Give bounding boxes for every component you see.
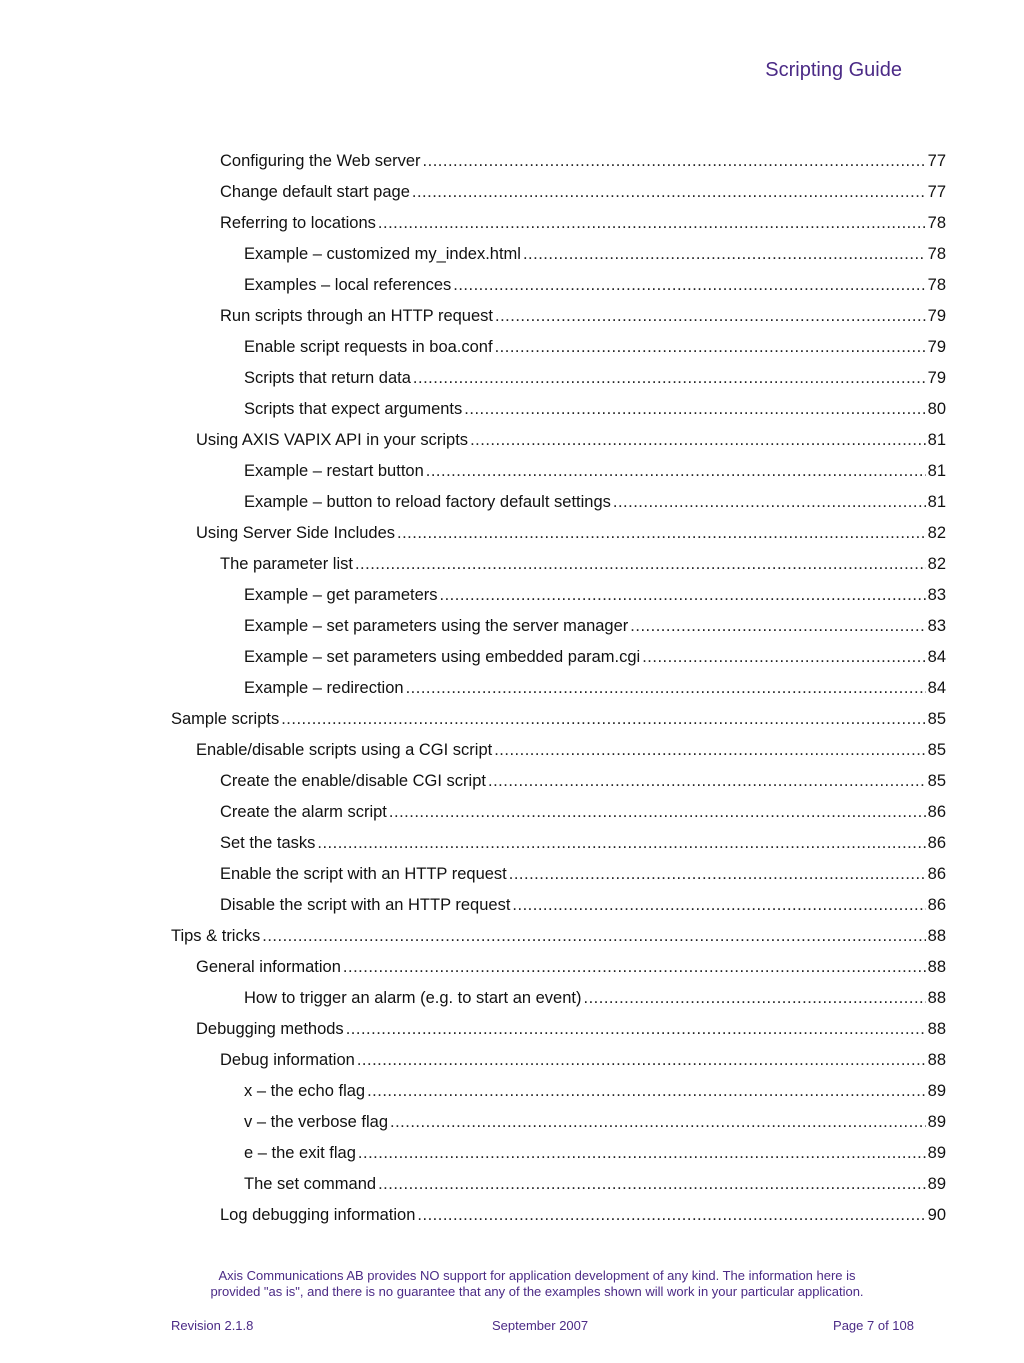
- toc-entry-page: 86: [927, 896, 946, 914]
- toc-entry-page: 82: [927, 524, 946, 542]
- toc-entry-title: Enable the script with an HTTP request: [220, 865, 507, 883]
- footer-date: September 2007: [492, 1318, 589, 1333]
- toc-entry[interactable]: [220, 772, 946, 803]
- toc-entry[interactable]: [220, 183, 946, 214]
- toc-entry-page: 79: [927, 307, 946, 325]
- toc-leader-dots: [440, 586, 926, 605]
- toc-entry[interactable]: [244, 245, 946, 276]
- toc-entry-page: 84: [927, 648, 946, 666]
- toc-leader-dots: [470, 431, 926, 450]
- toc-entry-title: Create the alarm script: [220, 803, 387, 821]
- toc-entry[interactable]: [244, 617, 946, 648]
- toc-entry-page: 86: [927, 834, 946, 852]
- toc-entry[interactable]: [244, 679, 946, 710]
- toc-leader-dots: [584, 989, 926, 1008]
- toc-entry-title: e – the exit flag: [244, 1144, 356, 1162]
- toc-leader-dots: [495, 338, 926, 357]
- footer-disclaimer-line-2: provided "as is", and there is no guarantee that any of the examples shown will work in your particular application.: [210, 1284, 864, 1299]
- toc-entry-page: 88: [927, 927, 946, 945]
- toc-entry-title: Referring to locations: [220, 214, 376, 232]
- toc-leader-dots: [262, 927, 925, 946]
- toc-entry[interactable]: [220, 307, 946, 338]
- toc-entry-title: The set command: [244, 1175, 377, 1193]
- toc-entry-page: 88: [927, 1020, 946, 1038]
- toc-entry-title: v – the verbose flag: [244, 1113, 389, 1131]
- toc-entry-page: 84: [927, 679, 946, 697]
- toc-entry[interactable]: [171, 927, 946, 958]
- page-header-title: Scripting Guide: [765, 59, 902, 81]
- toc-entry-title: Example – set parameters using embedded param.cgi: [244, 648, 641, 666]
- toc-entry-title: Scripts that expect arguments: [244, 400, 463, 418]
- toc-leader-dots: [281, 710, 925, 729]
- toc-entry-page: 88: [927, 989, 946, 1007]
- toc-leader-dots: [413, 369, 926, 388]
- toc-entry-page: 78: [927, 214, 946, 232]
- toc-entry[interactable]: [244, 1082, 946, 1113]
- toc-entry[interactable]: [220, 152, 946, 183]
- toc-entry-page: 88: [927, 958, 946, 976]
- toc-leader-dots: [630, 617, 925, 636]
- toc-entry[interactable]: [196, 741, 946, 772]
- toc-entry-page: 80: [927, 400, 946, 418]
- toc-entry-title: Debugging methods: [196, 1020, 344, 1038]
- toc-entry-page: 83: [927, 617, 946, 635]
- toc-entry[interactable]: [244, 276, 946, 307]
- toc-entry-page: 79: [927, 369, 946, 387]
- toc-entry-page: 78: [927, 245, 946, 263]
- toc-leader-dots: [397, 524, 926, 543]
- toc-leader-dots: [355, 555, 926, 574]
- toc-entry-page: 83: [927, 586, 946, 604]
- toc-entry-page: 81: [927, 462, 946, 480]
- toc-leader-dots: [453, 276, 925, 295]
- toc-entry-page: 77: [927, 152, 946, 170]
- toc-leader-dots: [509, 865, 926, 884]
- toc-leader-dots: [426, 462, 926, 481]
- toc-entry-title: Example – get parameters: [244, 586, 438, 604]
- toc-leader-dots: [417, 1206, 925, 1225]
- toc-entry-page: 85: [927, 772, 946, 790]
- toc-entry[interactable]: [196, 1020, 946, 1051]
- toc-entry[interactable]: [244, 586, 946, 617]
- toc-leader-dots: [357, 1051, 926, 1070]
- footer-disclaimer-line-1: Axis Communications AB provides NO support for application development of any kind. The information here is: [218, 1268, 856, 1283]
- toc-entry-title: Example – set parameters using the server manager: [244, 617, 629, 635]
- toc-entry-title: Set the tasks: [220, 834, 316, 852]
- toc-leader-dots: [523, 245, 926, 264]
- toc-entry-title: Example – customized my_index.html: [244, 245, 521, 263]
- toc-leader-dots: [613, 493, 926, 512]
- toc-entry-title: Change default start page: [220, 183, 410, 201]
- toc-entry-page: 78: [927, 276, 946, 294]
- toc-entry-page: 89: [927, 1113, 946, 1131]
- toc-entry[interactable]: [196, 431, 946, 462]
- toc-entry[interactable]: [196, 524, 946, 555]
- toc-leader-dots: [464, 400, 925, 419]
- footer-disclaimer: [150, 1268, 924, 1300]
- toc-entry-title: General information: [196, 958, 341, 976]
- toc-leader-dots: [343, 958, 926, 977]
- toc-entry-page: 77: [927, 183, 946, 201]
- toc-entry[interactable]: [220, 834, 946, 865]
- toc-entry-page: 81: [927, 431, 946, 449]
- toc-entry[interactable]: [220, 865, 946, 896]
- toc-leader-dots: [488, 772, 926, 791]
- toc-entry-page: 89: [927, 1144, 946, 1162]
- toc-entry-title: Log debugging information: [220, 1206, 416, 1224]
- toc-entry-page: 86: [927, 803, 946, 821]
- toc-entry[interactable]: [220, 803, 946, 834]
- toc-entry[interactable]: [171, 710, 946, 741]
- toc-entry-page: 89: [927, 1082, 946, 1100]
- toc-entry[interactable]: [220, 555, 946, 586]
- toc-entry-title: Run scripts through an HTTP request: [220, 307, 493, 325]
- toc-entry[interactable]: [244, 338, 946, 369]
- toc-entry-title: Enable/disable scripts using a CGI script: [196, 741, 493, 759]
- toc-entry-title: Example – redirection: [244, 679, 404, 697]
- toc-entry[interactable]: [196, 958, 946, 989]
- footer-page-number: Page 7 of 108: [833, 1318, 914, 1333]
- toc-leader-dots: [495, 307, 926, 326]
- toc-entry-page: 89: [927, 1175, 946, 1193]
- toc-entry-page: 82: [927, 555, 946, 573]
- toc-leader-dots: [346, 1020, 926, 1039]
- toc-entry-page: 85: [927, 741, 946, 759]
- toc-entry-page: 90: [927, 1206, 946, 1224]
- toc-entry[interactable]: [220, 1206, 946, 1237]
- toc-entry-title: Disable the script with an HTTP request: [220, 896, 511, 914]
- toc-entry-title: Example – button to reload factory default settings: [244, 493, 611, 511]
- toc-entry[interactable]: [244, 493, 946, 524]
- toc-entry[interactable]: [220, 214, 946, 245]
- toc-entry[interactable]: [244, 400, 946, 431]
- toc-entry[interactable]: [244, 462, 946, 493]
- toc-leader-dots: [512, 896, 925, 915]
- toc-entry[interactable]: [244, 648, 946, 679]
- toc-entry-page: 88: [927, 1051, 946, 1069]
- toc-entry-title: Create the enable/disable CGI script: [220, 772, 486, 790]
- toc-entry-title: Using Server Side Includes: [196, 524, 396, 542]
- toc-leader-dots: [412, 183, 926, 202]
- toc-leader-dots: [317, 834, 925, 853]
- toc-leader-dots: [406, 679, 926, 698]
- toc-leader-dots: [367, 1082, 926, 1101]
- toc-leader-dots: [494, 741, 925, 760]
- toc-entry-title: How to trigger an alarm (e.g. to start an event): [244, 989, 582, 1007]
- toc-entry-title: The parameter list: [220, 555, 353, 573]
- toc-entry[interactable]: [244, 1175, 946, 1206]
- toc-entry[interactable]: [220, 896, 946, 927]
- toc-leader-dots: [389, 803, 926, 822]
- toc-entry-title: Using AXIS VAPIX API in your scripts: [196, 431, 469, 449]
- toc-leader-dots: [642, 648, 925, 667]
- toc-entry-title: Example – restart button: [244, 462, 424, 480]
- toc-entry-title: Debug information: [220, 1051, 355, 1069]
- toc-entry[interactable]: [244, 369, 946, 400]
- toc-leader-dots: [423, 152, 926, 171]
- toc-entry-title: Tips & tricks: [171, 927, 261, 945]
- toc-entry[interactable]: [244, 989, 946, 1020]
- toc-entry-title: x – the echo flag: [244, 1082, 366, 1100]
- toc-entry-page: 85: [927, 710, 946, 728]
- footer-revision: Revision 2.1.8: [171, 1318, 254, 1333]
- toc-entry-page: 79: [927, 338, 946, 356]
- toc-entry-page: 81: [927, 493, 946, 511]
- toc-leader-dots: [390, 1113, 926, 1132]
- toc-leader-dots: [358, 1144, 926, 1163]
- toc-entry-title: Scripts that return data: [244, 369, 411, 387]
- toc-entry[interactable]: [220, 1051, 946, 1082]
- toc-entry-title: Configuring the Web server: [220, 152, 421, 170]
- toc-entry[interactable]: [244, 1113, 946, 1144]
- toc-leader-dots: [378, 214, 926, 233]
- toc-entry-page: 86: [927, 865, 946, 883]
- toc-leader-dots: [378, 1175, 926, 1194]
- toc-entry-title: Examples – local references: [244, 276, 452, 294]
- toc-entry-title: Enable script requests in boa.conf: [244, 338, 493, 356]
- toc-entry-title: Sample scripts: [171, 710, 280, 728]
- toc-entry[interactable]: [244, 1144, 946, 1175]
